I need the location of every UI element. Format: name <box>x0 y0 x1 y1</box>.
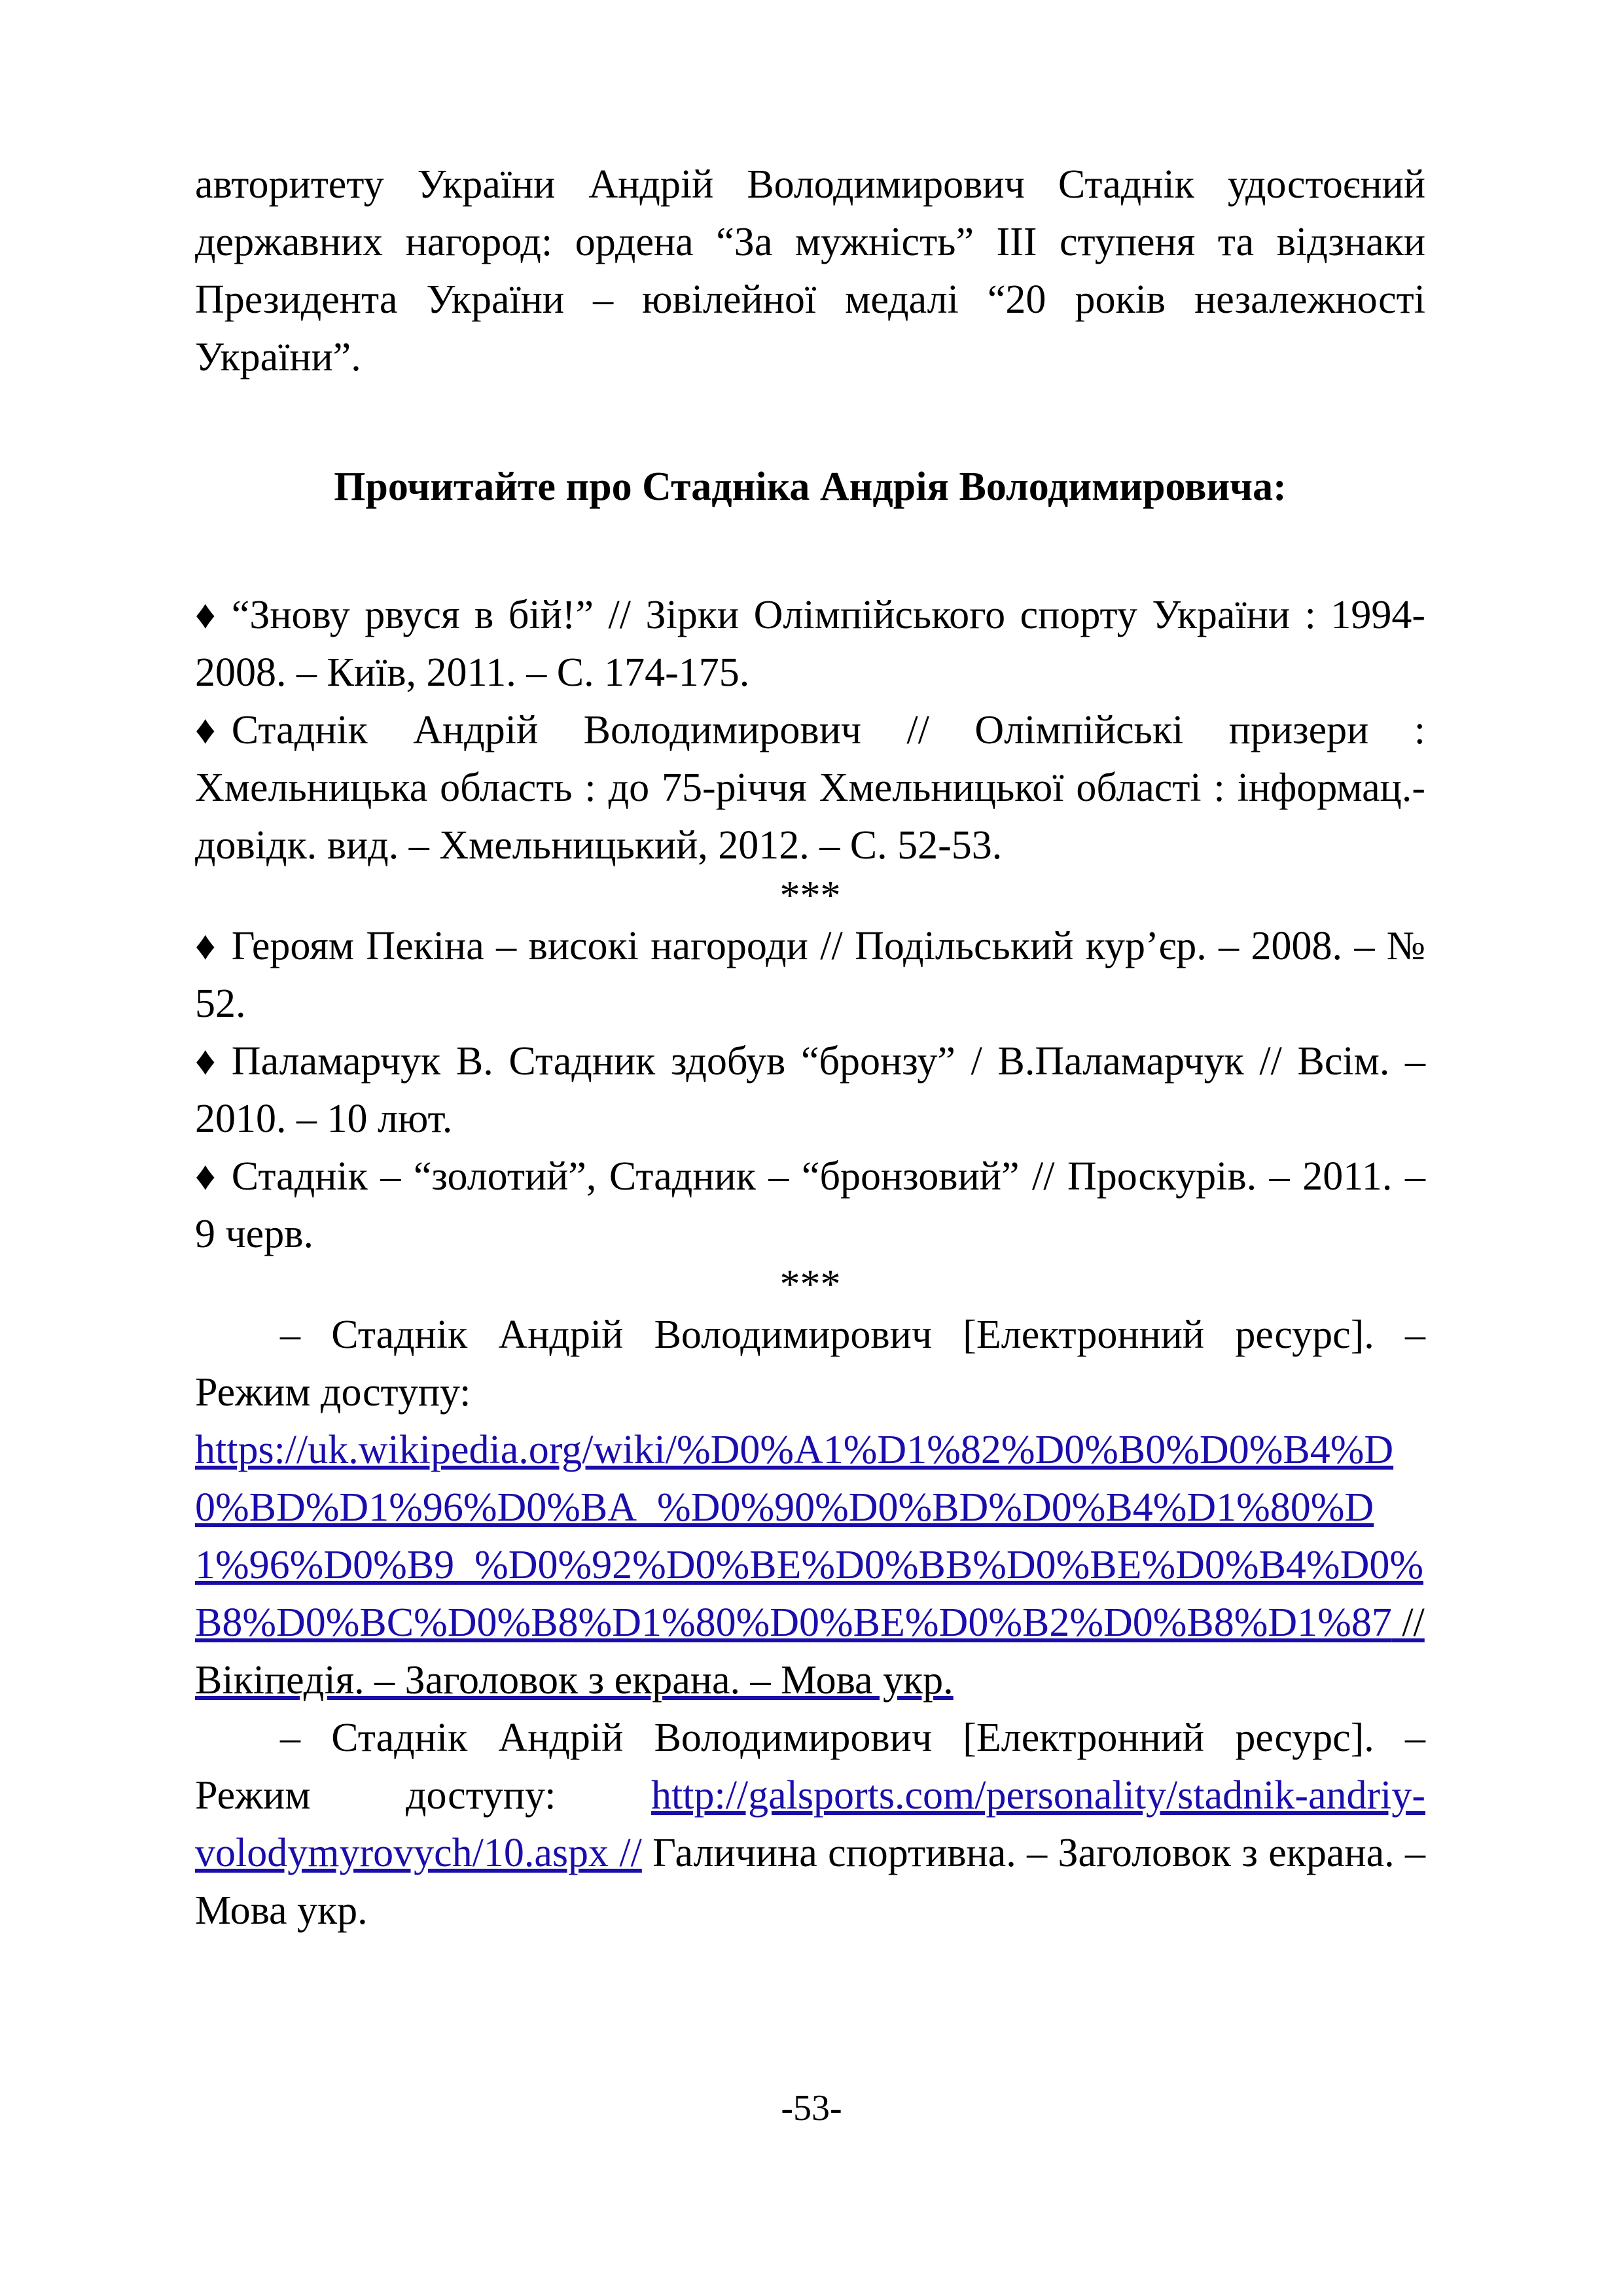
separator: *** <box>779 874 841 918</box>
diamond-bullet-icon: ♦ <box>195 1154 216 1199</box>
bibliography-list <box>195 586 1425 1939</box>
diamond-bullet-icon: ♦ <box>195 708 216 752</box>
list-item <box>195 586 1425 701</box>
wikipedia-link-text[interactable]: https://uk.wikipedia.org/wiki/%D0%A1%D1%82%D0%B0%D0%B4%D0%BD%D1%96%D0%BA_%D0%90%D0%BD%D0%B4%D1%80%D1%96%D0%B9_%D0%92%D0%BE%D0%BB%D0%BE%D0%B4%D0%B8%D0%BC%D0%B8%D1%80%D0%BE%D0%B2%D0%B8%D1%87 <box>195 1428 1423 1645</box>
list-item <box>195 1033 1425 1148</box>
section-heading: Прочитайте про Стадніка Андрія Володимировича: <box>334 465 1287 509</box>
entry-tail: Галичина спортивна. – Заголовок з екрана. – Мова укр. <box>195 1831 1425 1933</box>
document-page <box>195 156 1425 1939</box>
list-item <box>195 701 1425 874</box>
entry-text: Паламарчук В. Стадник здобув “бронзу” / В.Паламарчук // Всім. – 2010. – 10 лют. <box>195 1039 1425 1141</box>
entry-tail: // Вікіпедія. – Заголовок з екрана. – Мова укр. <box>195 1600 1425 1703</box>
entry-text: Стаднік – “золотий”, Стадник – “бронзовий” // Проскурів. – 2011. – 9 черв. <box>195 1154 1425 1256</box>
list-item <box>195 1148 1425 1263</box>
wikipedia-link[interactable] <box>195 1421 1425 1709</box>
entry-text: Героям Пекіна – високі нагороди // Подільський кур’єр. – 2008. – № 52. <box>195 924 1425 1026</box>
electronic-resource-entry: – Стаднік Андрій Володимирович [Електронний ресурс]. – Режим доступу: <box>195 1313 1425 1415</box>
intro-paragraph: авторитету України Андрій Володимирович Стаднік удостоєний державних нагород: ордена “За мужність” ІІІ ступеня та відзнаки Президента України – ювілейної медалі “20 років незалежності України”. <box>195 162 1425 380</box>
entry-text: “Знову рвуся в бій!” // Зірки Олімпійського спорту України : 1994-2008. – Київ, 2011. – С. 174-175. <box>195 593 1425 695</box>
list-item <box>195 917 1425 1033</box>
entry-text: Стаднік Андрій Володимирович // Олімпійські призери : Хмельницька область : до 75-річчя Хмельницької області : інформац.-довідк. вид. – Хмельницький, 2012. – С. 52-53. <box>195 708 1425 868</box>
separator: *** <box>779 1262 841 1307</box>
diamond-bullet-icon: ♦ <box>195 924 216 968</box>
page-number: -53- <box>781 2088 842 2128</box>
galsports-link[interactable]: http://galsports.com/personality/stadnik-andriy-volodymyrovych/10.aspx // <box>195 1773 1425 1875</box>
entry-text: – Стаднік Андрій Володимирович [Електронний ресурс]. – Режим доступу: <box>195 1716 1425 1818</box>
electronic-resource-entry <box>195 1709 1425 1939</box>
diamond-bullet-icon: ♦ <box>195 1039 216 1084</box>
diamond-bullet-icon: ♦ <box>195 593 216 637</box>
